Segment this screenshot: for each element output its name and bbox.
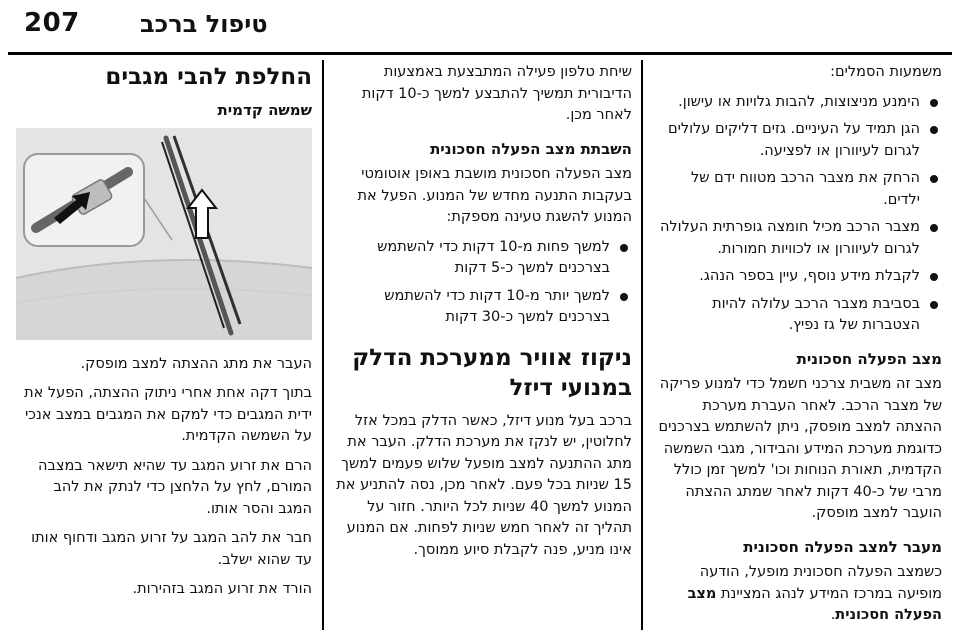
- paragraph-diesel-bleed: ברכב בעל מנוע דיזל, כאשר הדלק במכל אזל לחלוטין, יש לנקז את מערכת הדלק. העבר את מתג ההתנעה למצב מופעל שלוש פעמים למשך 15 שניות בכל פעם. לאחר מכן, נסה להתניע את המנוע למשך 40 שניות לכל היותר. חזור על תהליך זה לאחר חמש שניות לפחות. אם המנוע אינו מניע, פנה לקבלת סיוע ממוסך.: [336, 412, 632, 558]
- list-item: למשך פחות מ-10 דקות כדי להשתמש בצרכנים למשך כ-5 דקות: [334, 237, 632, 280]
- paragraph-step-1: העבר את מתג ההצתה למצב מופסק.: [80, 355, 312, 372]
- paragraph-step-5: הורד את זרוע המגב בזהירות.: [132, 581, 312, 597]
- heading-exit-saver: השבתת מצב הפעלה חסכונית: [430, 139, 632, 158]
- heading-diesel-bleed: ניקוז אוויר ממערכת הדלק במנועי דיזל: [352, 344, 632, 401]
- symbols-list: [652, 92, 942, 337]
- list-item: לקבלת מידע נוסף, עיין בספר הנהג.: [652, 266, 942, 288]
- list-item: מצבר הרכב מכיל חומצה גופרתית העלולה לגרום לעיוורון או לכוויות חמורות.: [652, 217, 942, 260]
- column-divider-left: [322, 60, 324, 630]
- paragraph-step-3: הרם את זרוע המגב עד שהיא תישאר במצבה המורם, לחץ על הלחצן כדי לנתק את להב המגב והסר אותו.: [38, 457, 312, 517]
- paragraph-step-4: חבר את להב המגב על זרוע המגב ודחוף אותו עד שהוא ישלב.: [31, 530, 312, 568]
- symbols-intro: משמעות הסמלים:: [830, 64, 942, 80]
- paragraph-calls: שיחת טלפון פעילה המתבצעת באמצעות הדיבורית תמשיך להתבצע למשך כ-10 דקות לאחר מכן.: [361, 64, 632, 123]
- page-number: 207: [24, 8, 80, 38]
- charge-list: [334, 237, 632, 329]
- heading-windscreen: שמשה קדמית: [217, 101, 312, 119]
- chapter-title: טיפול ברכב: [140, 10, 268, 38]
- list-item: בסביבת מצבר הרכב עלולה להיות הצטברות של גז נפיץ.: [652, 294, 942, 337]
- list-item: למשך יותר מ-10 דקות כדי להשתמש בצרכנים למשך כ-30 דקות: [334, 286, 632, 329]
- heading-battery-saver: מצב הפעלה חסכונית: [796, 349, 942, 368]
- wiper-arm-diagram: [16, 128, 312, 340]
- column-left: [16, 62, 312, 609]
- paragraph-battery-saver: מצב זה משבית צרכני חשמל כדי למנוע פריקה של מצבר הרכב. לאחר העברת מערכת ההצתה למצב מופסק, ניתן להשתמש בצרכנים כדוגמת מערכת המידע והבידור, מגבי השמשה הקדמית, תאורת הנוחות וכו' למשך זמן כולל מרבי של כ-40 דקות לאחר שמתג ההצתה הועבר למצב מופסק.: [658, 376, 942, 521]
- header-rule: [8, 52, 952, 55]
- heading-wiper-replace: החלפת להבי מגבים: [105, 64, 312, 90]
- paragraph-exit-saver: מצב הפעלה חסכונית מושבת באופן אוטומטי בעקבות התנעה מחדש של המנוע. הפעל את המנוע להשגת טעינה מספקת:: [357, 166, 632, 225]
- wiper-illustration: [16, 128, 312, 340]
- list-item: הימנע מניצוצות, להבות גלויות או עישון.: [652, 92, 942, 114]
- paragraph-enter-saver: כשמצב הפעלה חסכונית מופעל, הודעה מופיעה במרכז המידע לנהג המציינת מצב הפעלה חסכונית.: [687, 564, 942, 623]
- list-item: הגן תמיד על העיניים. גזים דליקים עלולים לגרום לעיוורון או לפציעה.: [652, 119, 942, 162]
- column-middle: [334, 62, 632, 569]
- list-item: הרחק את מצבר הרכב מטווח ידם של ילדים.: [652, 168, 942, 211]
- column-right: [652, 62, 942, 635]
- paragraph-step-2: בתוך דקה אחת אחרי ניתוק ההצתה, הפעל את ידית המגבים כדי למקם את המגבים במצב אנכי על השמשה הקדמית.: [24, 385, 312, 444]
- heading-enter-saver: מעבר למצב הפעלה חסכונית: [743, 537, 942, 556]
- column-divider-right: [641, 60, 643, 630]
